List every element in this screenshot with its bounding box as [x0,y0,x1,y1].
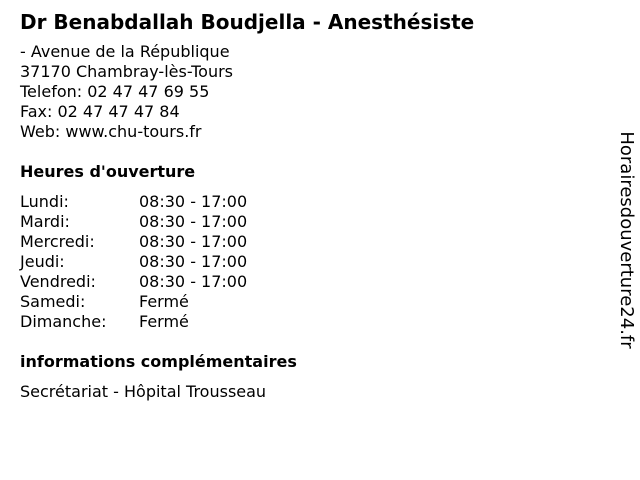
hours-row-wednesday [20,232,247,252]
day-label: Lundi: [20,192,69,211]
city-address: 37170 Chambray-lès-Tours [20,62,234,81]
hours-value: 08:30 - 17:00 [139,272,248,291]
day-label: Vendredi: [20,272,96,291]
hours-value: 08:30 - 17:00 [139,192,248,211]
fax-number: Fax: 02 47 47 47 84 [20,102,180,121]
day-label: Samedi: [20,292,86,311]
opening-hours-heading: Heures d'ouverture [20,162,196,181]
site-brand-watermark: Horairesdouverture24.fr [616,131,637,349]
address-block [20,42,580,142]
hours-value: Fermé [139,292,189,311]
additional-info-heading: informations complémentaires [20,352,297,371]
day-label: Dimanche: [20,312,107,331]
hours-row-monday [20,192,247,212]
day-label: Jeudi: [20,252,65,271]
hours-value: 08:30 - 17:00 [139,212,248,231]
street-address: - Avenue de la République [20,42,230,61]
hours-row-saturday [20,292,247,312]
hours-value: Fermé [139,312,189,331]
hours-value: 08:30 - 17:00 [139,232,248,251]
website-link: Web: www.chu-tours.fr [20,122,202,141]
day-label: Mercredi: [20,232,95,251]
day-label: Mardi: [20,212,70,231]
main-content [20,10,580,402]
hours-row-friday [20,272,247,292]
phone-number: Telefon: 02 47 47 69 55 [20,82,210,101]
hours-row-tuesday [20,212,247,232]
hours-row-sunday [20,312,247,332]
page-title: Dr Benabdallah Boudjella - Anesthésiste [20,10,475,34]
hours-row-thursday [20,252,247,272]
opening-hours-table [20,192,247,332]
hours-value: 08:30 - 17:00 [139,252,248,271]
additional-info-text: Secrétariat - Hôpital Trousseau [20,382,267,401]
